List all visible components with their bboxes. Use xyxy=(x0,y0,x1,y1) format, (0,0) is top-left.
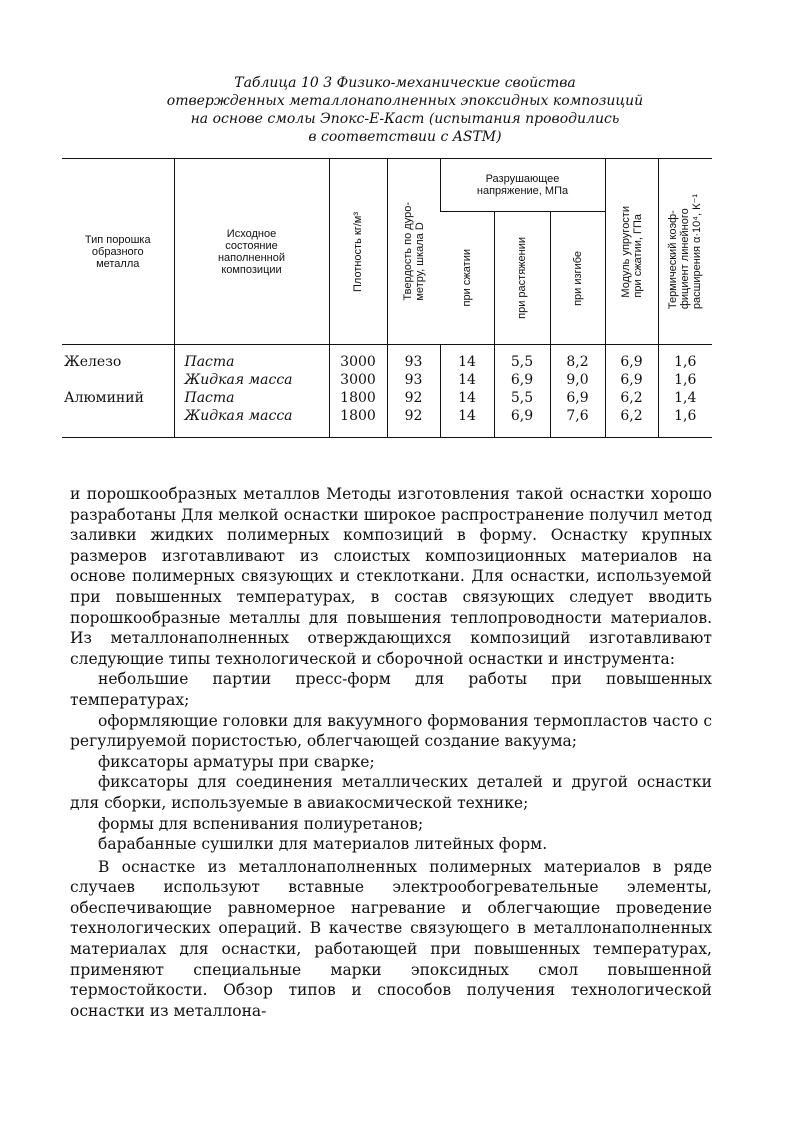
cell-state: Жидкая масса xyxy=(174,371,329,389)
cell-tension: 5,5 xyxy=(494,389,550,407)
cell-density: 1800 xyxy=(329,389,387,407)
cell-bending: 9,0 xyxy=(550,371,605,389)
list-item: фиксаторы для соединения металлических деталей и другой оснастки для сборки, используемые в авиакосмической технике; xyxy=(70,773,712,812)
cell-metal: Железо xyxy=(64,354,122,370)
cell-thermal: 1,6 xyxy=(658,407,712,438)
header-thermal: Термический коэф- фициент линейного расширения α·10⁴, К⁻¹ xyxy=(658,159,712,345)
body-text xyxy=(70,484,712,1021)
cell-thermal: 1,6 xyxy=(658,345,712,372)
cell-metal: Алюминий xyxy=(64,390,144,406)
list-item: небольшие партии пресс-форм для работы при повышенных температурах; xyxy=(70,670,712,709)
header-bending: при изгибе xyxy=(550,212,605,345)
cell-modulus: 6,9 xyxy=(605,345,658,372)
table-caption xyxy=(95,74,715,146)
cell-thermal: 1,4 xyxy=(658,389,712,407)
cell-tension: 6,9 xyxy=(494,371,550,389)
cell-modulus: 6,9 xyxy=(605,371,658,389)
cell-bending: 7,6 xyxy=(550,407,605,438)
caption-line: Таблица 10 3 Физико-механические свойства xyxy=(234,75,576,91)
header-density: Плотность кг/м³ xyxy=(329,159,387,345)
cell-metal xyxy=(62,371,174,389)
list-item: формы для вспенивания полиуретанов; xyxy=(98,814,424,833)
header-compression: при сжатии xyxy=(440,212,494,345)
list-item: фиксаторы арматуры при сварке; xyxy=(98,752,375,771)
paragraph: В оснастке из металлонаполненных полимерных материалов в ряде случаев используют вставные электрообогревательные элементы, обеспечивающие равномерное нагревание и облегчающие проведение технологических операций. В качестве связующего в металлонаполненных материалах для оснастки, работающей при повышенных температурах, применяют специальные марки эпоксидных смол повышенной термостойкости. Обзор типов и способов получения технологической оснастки из металлона- xyxy=(70,857,712,1020)
cell-compression: 14 xyxy=(440,345,494,372)
list-item: барабанные сушилки для материалов литейных форм. xyxy=(98,835,548,854)
cell-hardness: 93 xyxy=(387,371,440,389)
table-row xyxy=(62,407,712,438)
caption-line: на основе смолы Эпокс-Е-Каст (испытания проводились xyxy=(190,111,620,127)
cell-state: Паста xyxy=(174,389,329,407)
paragraph: и порошкообразных металлов Методы изготовления такой оснастки хорошо разработаны Для мелкой оснастки широкое распространение получил метод заливки жидких полимерных композиций в форму. Оснастку крупных размеров изготавливают из слоистых композиционных материалов на основе полимерных связующих и стеклоткани. Для оснастки, используемой при повышенных температурах, в состав связующих следует вводить порошкообразные металлы для повышения теплопроводности материалов. Из металлонаполненных отверждающихся композиций изготавливают следующие типы технологической и сборочной оснастки и инструмента: xyxy=(70,485,712,668)
cell-thermal: 1,6 xyxy=(658,371,712,389)
table-row xyxy=(62,371,712,389)
cell-bending: 8,2 xyxy=(550,345,605,372)
cell-density: 3000 xyxy=(329,345,387,372)
caption-line: отвержденных металлонаполненных эпоксидных композиций xyxy=(166,93,644,109)
cell-tension: 5,5 xyxy=(494,345,550,372)
cell-density: 1800 xyxy=(329,407,387,438)
cell-density: 3000 xyxy=(329,371,387,389)
table-row xyxy=(62,389,712,407)
cell-compression: 14 xyxy=(440,389,494,407)
cell-state: Паста xyxy=(174,345,329,372)
cell-hardness: 93 xyxy=(387,345,440,372)
header-stress-group: Разрушающее напряжение, МПа xyxy=(440,159,605,212)
header-hardness: Твердость по дуро- метру, шкала D xyxy=(387,159,440,345)
cell-modulus: 6,2 xyxy=(605,407,658,438)
cell-bending: 6,9 xyxy=(550,389,605,407)
caption-line: в соответствии с ASTM) xyxy=(308,129,502,145)
cell-compression: 14 xyxy=(440,371,494,389)
header-modulus: Модуль упругости при сжатии, ГПа xyxy=(605,159,658,345)
cell-modulus: 6,2 xyxy=(605,389,658,407)
cell-compression: 14 xyxy=(440,407,494,438)
cell-hardness: 92 xyxy=(387,389,440,407)
header-powder-type: Тип порошка образного металла xyxy=(62,159,174,345)
cell-tension: 6,9 xyxy=(494,407,550,438)
header-initial-state: Исходное состояние наполненной композиции xyxy=(174,159,329,345)
table-row xyxy=(62,345,712,372)
tooling-list xyxy=(70,669,712,854)
properties-table xyxy=(62,158,712,438)
cell-hardness: 92 xyxy=(387,407,440,438)
cell-metal xyxy=(62,407,174,438)
header-tension: при растяжении xyxy=(494,212,550,345)
cell-state: Жидкая масса xyxy=(174,407,329,438)
list-item: оформляющие головки для вакуумного формования термопластов часто с регулируемой пористостью, облегчающей создание вакуума; xyxy=(70,711,712,751)
